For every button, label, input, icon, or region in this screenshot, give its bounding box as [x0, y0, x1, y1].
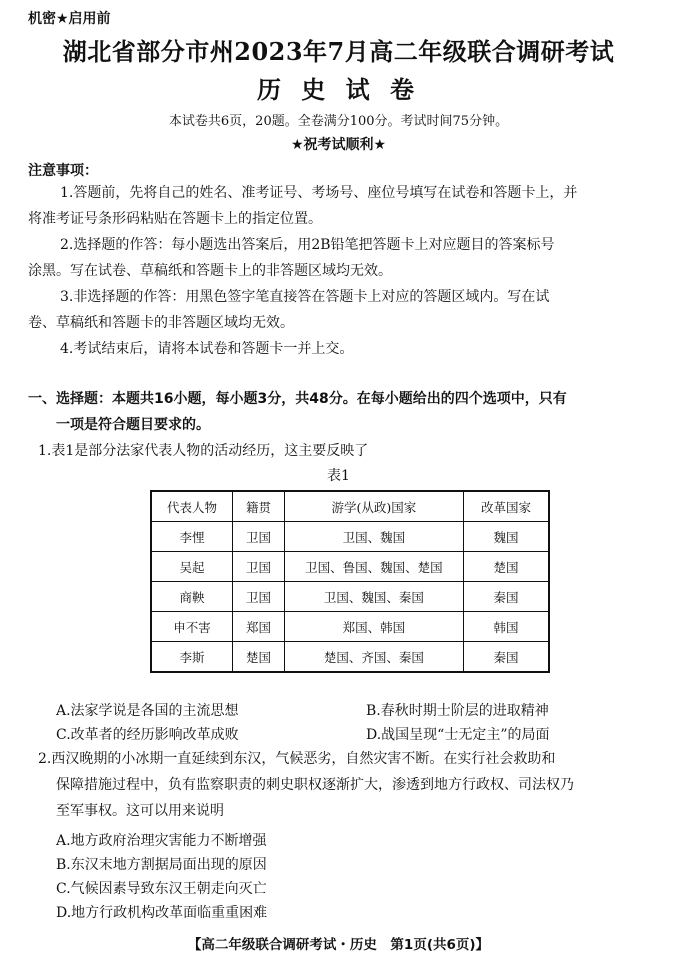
page-footer: 【高二年级联合调研考试・历史 第1页(共6页)】: [187, 937, 490, 953]
table-cell: 魏国: [463, 522, 549, 552]
section-line: 一项是符合题目要求的。: [56, 417, 210, 433]
question-1-stem: 1.表1是部分法家代表人物的活动经历，这主要反映了: [38, 443, 369, 459]
q2-option-a: A.地方政府治理灾害能力不断增强: [56, 833, 267, 849]
q2-option-b: B.东汉末地方割据局面出现的原因: [56, 857, 267, 873]
table-header: 籍贯: [233, 491, 285, 522]
q1-option-d: D.战国呈现“士无定主”的局面: [366, 727, 550, 743]
notice-item: 1.答题前，先将自己的姓名、准考证号、考场号、座位号填写在试卷和答题卡上，并: [60, 185, 578, 201]
table-row: [151, 552, 549, 582]
table-header: 游学(从政)国家: [284, 491, 463, 522]
table-cell: 秦国: [463, 582, 549, 612]
q1-option-b: B.春秋时期士阶层的进取精神: [366, 703, 549, 719]
q1-option-a: A.法家学说是各国的主流思想: [56, 703, 239, 719]
notice-item: 2.选择题的作答：每小题选出答案后，用2B铅笔把答题卡上对应题目的答案标号: [60, 237, 555, 253]
exam-title: 湖北省部分市州2023年7月高二年级联合调研考试: [62, 37, 615, 66]
notice-item: 将准考证号条形码粘贴在答题卡上的指定位置。: [28, 211, 322, 227]
table-cell: 吴起: [151, 552, 233, 582]
table-header: 改革国家: [463, 491, 549, 522]
table-cell: 楚国、齐国、秦国: [284, 642, 463, 673]
section-heading: [28, 386, 567, 438]
table-header: 代表人物: [151, 491, 233, 522]
table-row: [151, 522, 549, 552]
exam-subject: 历 史 试 卷: [256, 75, 421, 104]
q2-option-c: C.气候因素导致东汉王朝走向灭亡: [56, 881, 267, 897]
table-header-row: [151, 491, 549, 522]
table-cell: 卫国: [233, 552, 285, 582]
table-cell: 秦国: [463, 642, 549, 673]
table-row: [151, 612, 549, 642]
table-cell: 韩国: [463, 612, 549, 642]
table-cell: 申不害: [151, 612, 233, 642]
question-2-stem: 保障措施过程中，负有监察职责的刺史职权逐渐扩大，渗透到地方行政权、司法权乃: [56, 777, 574, 793]
table-cell: 郑国、韩国: [284, 612, 463, 642]
table-cell: 郑国: [233, 612, 285, 642]
table-cell: 卫国、魏国、秦国: [284, 582, 463, 612]
good-luck: ★祝考试顺利★: [290, 137, 387, 153]
table-cell: 楚国: [463, 552, 549, 582]
table-row: [151, 582, 549, 612]
question-2-stem: 2.西汉晚期的小冰期一直延续到东汉，气候恶劣，自然灾害不断。在实行社会救助和: [38, 751, 556, 767]
notice-item: 卷、草稿纸和答题卡的非答题区域均无效。: [28, 315, 294, 331]
table-cell: 卫国: [233, 522, 285, 552]
confidential-label: 机密★启用前: [28, 11, 111, 27]
question-2-stem: 至军事权。这可以用来说明: [56, 803, 224, 819]
exam-info: 本试卷共6页，20题。全卷满分100分。考试时间75分钟。: [168, 114, 509, 129]
q2-option-d: D.地方行政机构改革面临重重困难: [56, 905, 268, 921]
notice-item: 涂黑。写在试卷、草稿纸和答题卡上的非答题区域均无效。: [28, 263, 392, 279]
figures-table: [150, 490, 550, 673]
table-cell: 商鞅: [151, 582, 233, 612]
table-cell: 李悝: [151, 522, 233, 552]
table-cell: 卫国: [233, 582, 285, 612]
table-cell: 楚国: [233, 642, 285, 673]
table-cell: 卫国、鲁国、魏国、楚国: [284, 552, 463, 582]
notice-item: 3.非选择题的作答：用黑色签字笔直接答在答题卡上对应的答题区域内。写在试: [60, 289, 550, 305]
notice-heading: 注意事项：: [28, 163, 98, 179]
table-caption: 表1: [327, 468, 350, 484]
table-row: [151, 642, 549, 673]
section-line: 一、选择题：本题共16小题，每小题3分，共48分。在每小题给出的四个选项中，只有: [28, 391, 567, 407]
notice-item: 4.考试结束后，请将本试卷和答题卡一并上交。: [60, 341, 354, 357]
q1-option-c: C.改革者的经历影响改革成败: [56, 727, 239, 743]
table-cell: 李斯: [151, 642, 233, 673]
table-cell: 卫国、魏国: [284, 522, 463, 552]
